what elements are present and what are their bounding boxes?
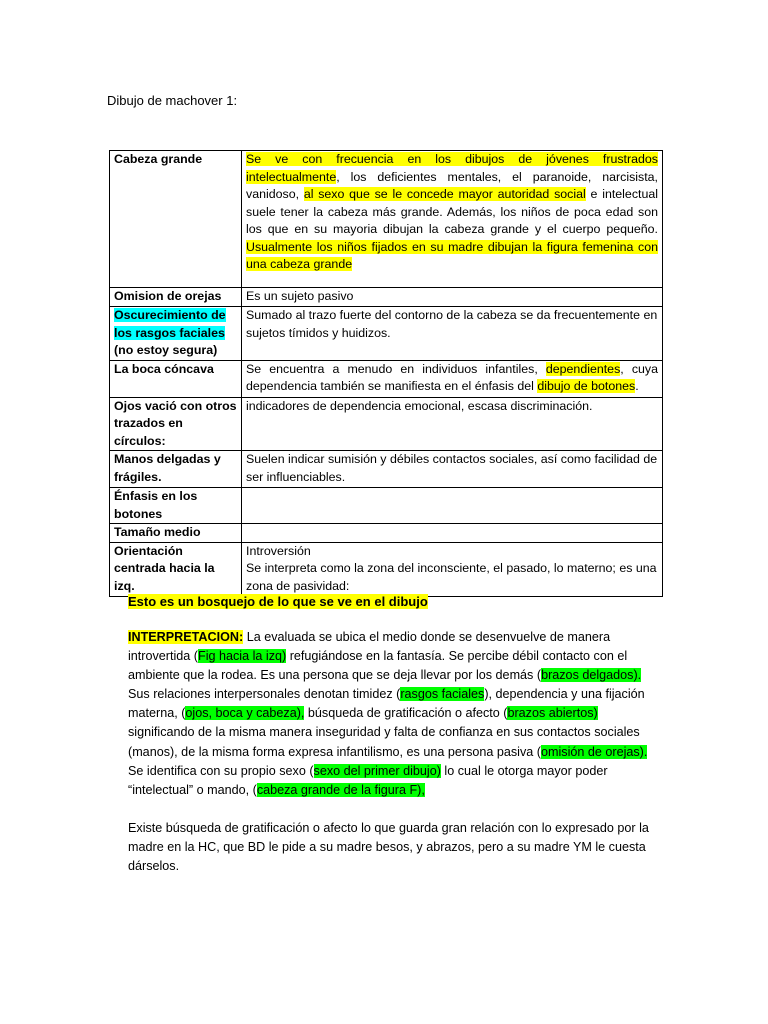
text-run: , cuya dependencia también se manifiesta en el énfasis del (246, 361, 658, 393)
trait-description (242, 151, 663, 288)
text-run: lo cual le otorga mayor poder “intelectual” o mando, ( (128, 763, 608, 797)
trait-label: Manos delgadas y frágiles. (110, 451, 242, 488)
text-run: refugiándose en la fantasía. Se percibe débil contacto con el ambiente que la rodea. Es una persona que se deja llevar por los demás ( (128, 649, 628, 683)
interpretation-section (128, 628, 658, 876)
trait-description (242, 488, 663, 524)
trait-label: Omision de orejas (110, 288, 242, 307)
trait-label: La boca cóncava (110, 360, 242, 397)
text-run: significando de la misma manera inseguridad y falta de confianza en sus contactos sociales (manos), de la misma forma expresa infantilismo, es una persona pasiva ( (128, 725, 640, 759)
highlight-green: brazos abiertos) (507, 706, 598, 721)
trait-label: Tamaño medio (110, 524, 242, 543)
text-run: Se encuentra a menudo en individuos infantiles, (246, 361, 546, 376)
trait-description: Es un sujeto pasivo (242, 288, 663, 307)
trait-description: indicadores de dependencia emocional, escasa discriminación. (242, 397, 663, 451)
highlight-green: rasgos faciales (400, 687, 485, 702)
highlight-yellow: dependientes (545, 361, 621, 376)
highlight-green: ojos, boca y cabeza), (185, 706, 305, 721)
traits-table (109, 150, 663, 597)
text-run: Se identifica con su propio sexo ( (128, 763, 314, 778)
trait-description: Suelen indicar sumisión y débiles contactos sociales, así como facilidad de ser influenciables. (242, 451, 663, 488)
closing-paragraph: Existe búsqueda de gratificación o afecto lo que guarda gran relación con lo expresado por la madre en la HC, que BD le pide a su madre besos, y abrazos, pero a su madre YM le cuesta dárselos. (128, 820, 649, 874)
trait-description (242, 360, 663, 397)
interpretation-paragraph (128, 628, 658, 800)
trait-description: Sumado al trazo fuerte del contorno de la cabeza se da frecuentemente en sujetos tímidos y huidizos. (242, 307, 663, 361)
highlight-yellow: Se ve con frecuencia en los dibujos de jóvenes frustrados intelectualmente (246, 152, 658, 184)
text-run: Se interpreta como la zona del inconsciente, el pasado, lo materno; es una zona de pasividad: (246, 561, 657, 593)
text-run: La evaluada se ubica el medio donde se desenvuelve de manera introvertida ( (128, 630, 611, 664)
highlight-yellow: al sexo que se le concede mayor autoridad social (303, 187, 586, 201)
text-run: e intelectual suele tener la cabeza más grande. Además, los niños de poca edad son los que en su mayoria dibujan la cabeza grande y el cuerpo pequeño. (246, 187, 658, 236)
highlight-green: Fig hacia la izq) (198, 649, 287, 664)
table-row (110, 488, 663, 524)
table-row (110, 307, 663, 361)
table-row (110, 542, 663, 596)
sketch-note (128, 593, 428, 611)
table-row (110, 151, 663, 288)
table-row (110, 524, 663, 543)
highlight-green: omisión de orejas). (540, 744, 648, 759)
text-run: Introversión (246, 543, 311, 558)
table-row (110, 360, 663, 397)
trait-label: Orientación centrada hacia la izq. (110, 542, 242, 596)
highlight-green: cabeza grande de la figura F), (256, 782, 425, 797)
trait-description (242, 542, 663, 596)
table-row (110, 288, 663, 307)
highlight-cyan: Oscurecimiento de los rasgos faciales (114, 308, 226, 340)
paragraph-gap (128, 800, 658, 819)
highlight-yellow: dibujo de botones (537, 379, 636, 393)
text-run: búsqueda de gratificación o afecto ( (304, 706, 508, 721)
highlight-green: sexo del primer dibujo) (313, 763, 441, 778)
interpretation-heading: INTERPRETACION: (128, 630, 244, 644)
text-run: , los deficientes mentales, el paranoide, narcisista, vanidoso, (246, 169, 658, 201)
text-run: Sus relaciones interpersonales denotan timidez ( (128, 687, 401, 702)
text-run: . (635, 379, 639, 393)
highlight-yellow: Usualmente los niños fijados en su madre dibujan la figura femenina con una cabeza grande (246, 239, 658, 271)
trait-label-note: (no estoy segura) (114, 343, 218, 357)
trait-label: Cabeza grande (110, 151, 242, 288)
table-row (110, 451, 663, 488)
trait-label: Énfasis en los botones (110, 488, 242, 524)
trait-label: Ojos vació con otros trazados en círculos: (110, 397, 242, 451)
table-row (110, 397, 663, 451)
highlight-green: brazos delgados). (541, 668, 642, 683)
document-title: Dibujo de machover 1: (107, 93, 238, 108)
trait-description (242, 524, 663, 543)
text-run: ), dependencia y una fijación materna, ( (128, 687, 645, 721)
highlight-yellow: Esto es un bosquejo de lo que se ve en el dibujo (128, 594, 428, 609)
trait-label (110, 307, 242, 361)
